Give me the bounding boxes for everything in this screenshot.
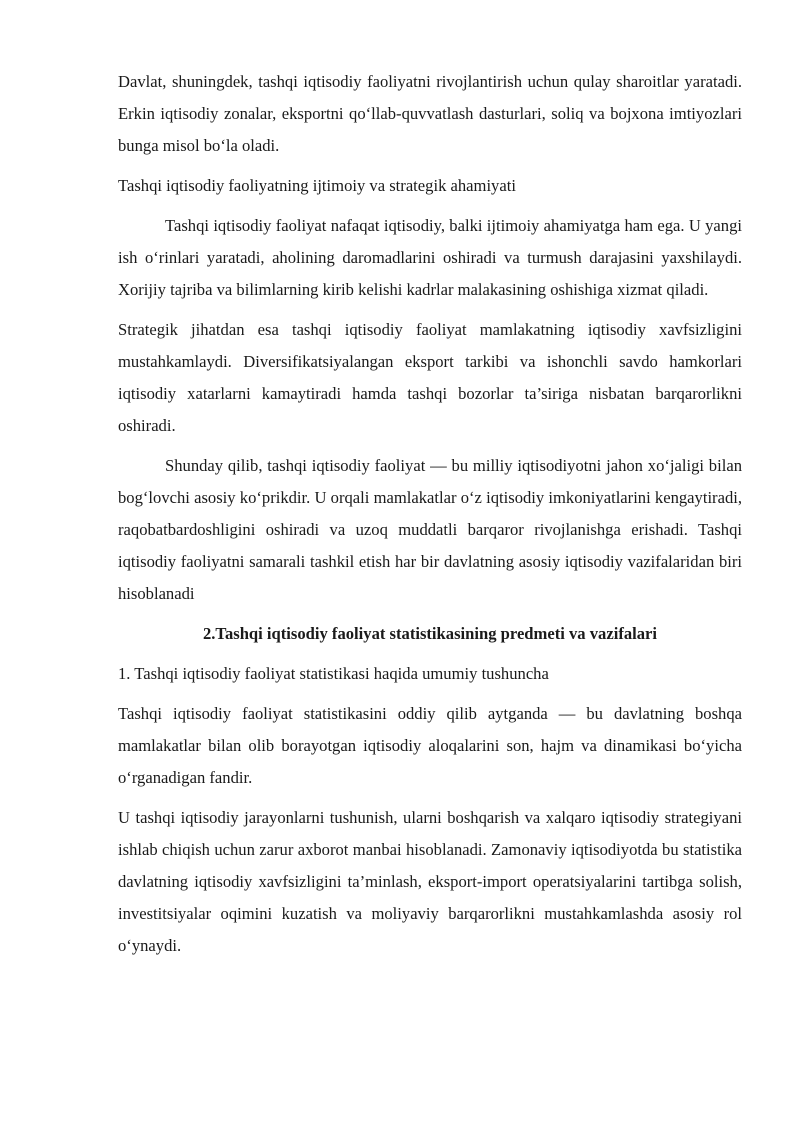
subheading-general-concept: 1. Tashqi iqtisodiy faoliyat statistikasi haqida umumiy tushuncha — [118, 664, 549, 683]
section-heading: 2.Tashqi iqtisodiy faoliyat statistikasining predmeti va vazifalari — [202, 624, 658, 643]
paragraph-role: U tashqi iqtisodiy jarayonlarni tushunish, ularni boshqarish va xalqaro iqtisodiy strategiyani ishlab chiqish uchun zarur axborot manbai hisoblanadi. Zamonaviy iqtisodiyotda bu statistika davlatning iqtisodiy xavfsizligini ta’minlash, eksport-import operatsiyalarini tartibga solish, investitsiyalar oqimini kuzatish va moliyaviy barqarorlikni mustahkamlashda asosiy rol o‘ynaydi. — [118, 808, 742, 955]
paragraph-state-support: Davlat, shuningdek, tashqi iqtisodiy faoliyatni rivojlantirish uchun qulay sharoitlar yaratadi. Erkin iqtisodiy zonalar, eksportni qo‘llab-quvvatlash dasturlari, soliq va bojxona imtiyozlari bunga misol bo‘la oladi. — [118, 72, 742, 155]
subsection-title-social-strategic: Tashqi iqtisodiy faoliyatning ijtimoiy va strategik ahamiyati — [118, 176, 516, 195]
document-page — [118, 66, 742, 970]
paragraph-definition: Tashqi iqtisodiy faoliyat statistikasini oddiy qilib aytganda — bu davlatning boshqa mamlakatlar bilan olib borayotgan iqtisodiy aloqalarini son, hajm va dinamikasi bo‘yicha o‘rganadigan fandir. — [118, 704, 742, 787]
paragraph-strategic-importance: Strategik jihatdan esa tashqi iqtisodiy faoliyat mamlakatning iqtisodiy xavfsizligini mustahkamlaydi. Diversifikatsiyalangan eksport tarkibi va ishonchli savdo hamkorlari iqtisodiy xatarlarni kamaytiradi hamda tashqi bozorlar ta’siriga nisbatan barqarorlikni oshiradi. — [118, 320, 742, 435]
paragraph-social-importance: Tashqi iqtisodiy faoliyat nafaqat iqtisodiy, balki ijtimoiy ahamiyatga ham ega. U yangi ish o‘rinlari yaratadi, aholining daromadlarini oshiradi va turmush darajasini yaxshilaydi. Xorijiy tajriba va bilimlarning kirib kelishi kadrlar malakasining oshishiga xizmat qiladi. — [118, 216, 742, 299]
paragraph-conclusion: Shunday qilib, tashqi iqtisodiy faoliyat — bu milliy iqtisodiyotni jahon xo‘jaligi bilan bog‘lovchi asosiy ko‘prikdir. U orqali mamlakatlar o‘z iqtisodiy imkoniyatlarini kengaytiradi, raqobatbardoshligini oshiradi va uzoq muddatli barqaror rivojlanishga erishadi. Tashqi iqtisodiy faoliyatni samarali tashkil etish har bir davlatning asosiy iqtisodiy vazifalaridan biri hisoblanadi — [118, 456, 742, 603]
